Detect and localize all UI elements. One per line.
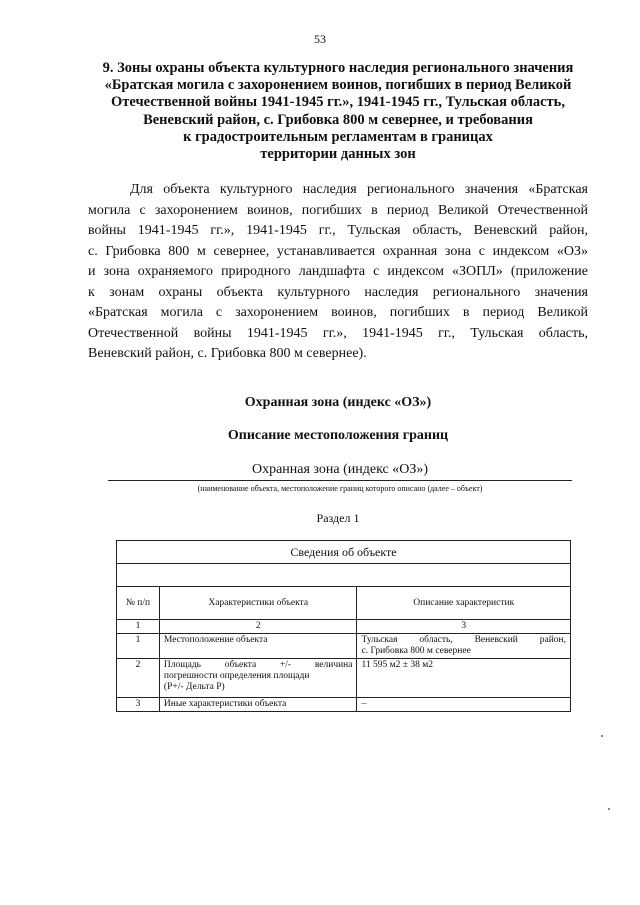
paragraph-line: Отечественной войны 1941-1945 гг.», 1941-1945 гг., Тульская область,	[88, 325, 588, 341]
table-empty-row	[117, 564, 571, 587]
column-number: 2	[159, 620, 357, 634]
row-number: 3	[117, 698, 160, 712]
row-characteristic	[159, 659, 357, 698]
row-characteristic: Местоположение объекта	[159, 634, 357, 659]
header-description: Описание характеристик	[357, 587, 571, 620]
heading-line: территории данных зон	[260, 146, 416, 163]
column-number: 3	[357, 620, 571, 634]
paragraph-line: Веневский район, с. Грибовка 800 м севернее).	[88, 346, 367, 361]
table-row	[117, 634, 571, 659]
scan-speck	[601, 735, 603, 737]
zone-title: Охранная зона (индекс «ОЗ»)	[244, 395, 432, 410]
paragraph-line: могила с захоронением воинов, погибших в период Великой Отечественной	[88, 202, 588, 218]
body-paragraph	[88, 180, 588, 365]
paragraph-line: к зонам охраны объекта культурного наследия регионального значения	[88, 284, 588, 300]
heading-line: «Братская могила с захоронением воинов, погибших в период Великой	[104, 77, 572, 94]
row-characteristic-line: Площадь объекта +/- величина	[163, 660, 353, 670]
paragraph-line: войны 1941-1945 гг.», 1941-1945 гг., Тульская область, Веневский район,	[88, 223, 588, 238]
table-row	[117, 698, 571, 712]
object-caption: (наименование объекта, местоположение границ которого описано (далее – объект)	[197, 484, 483, 493]
header-num: № п/п	[117, 587, 160, 620]
row-description-line: Тульская область, Веневский район,	[361, 635, 566, 645]
paragraph-line: «Братская могила с захоронением воинов, погибших в период Великой	[88, 305, 588, 320]
heading-line: 9. Зоны охраны объекта культурного наследия регионального значения	[102, 60, 574, 76]
row-characteristic: Иные характеристики объекта	[159, 698, 357, 712]
table-row	[117, 659, 571, 698]
row-description: –	[357, 698, 571, 712]
object-info-table	[116, 540, 571, 712]
row-description	[357, 634, 571, 659]
column-number: 1	[117, 620, 160, 634]
section-label: Раздел 1	[316, 511, 360, 525]
row-description: 11 595 м2 ± 38 м2	[357, 659, 571, 698]
section-heading	[88, 60, 588, 163]
heading-line: Веневский район, с. Грибовка 800 м севернее, и требования	[143, 111, 533, 128]
heading-line: к градостроительным регламентам в границах	[183, 128, 493, 145]
header-characteristics: Характеристики объекта	[159, 587, 357, 620]
heading-line: Отечественной войны 1941-1945 гг.», 1941-1945 гг., Тульская область,	[111, 94, 565, 111]
row-description-line: с. Грибовка 800 м севернее	[361, 646, 471, 656]
paragraph-line: Для объекта культурного наследия регионального значения «Братская	[130, 182, 588, 197]
description-title: Описание местоположения границ	[227, 428, 449, 443]
table-title: Сведения об объекте	[117, 541, 571, 564]
paragraph-line: и зона охраняемого природного ландшафта с индексом «ЗОПЛ» (приложение	[88, 264, 588, 279]
row-characteristic-line: погрешности определения площади	[163, 671, 310, 681]
row-number: 2	[117, 659, 160, 698]
row-number: 1	[117, 634, 160, 659]
scan-speck	[608, 808, 610, 810]
object-name: Охранная зона (индекс «ОЗ»)	[108, 462, 572, 481]
paragraph-line: с. Грибовка 800 м севернее, устанавливается охранная зона с индексом «ОЗ»	[88, 243, 588, 259]
row-characteristic-line: (P+/- Дельта P)	[163, 682, 225, 692]
page-number: 53	[314, 32, 326, 46]
